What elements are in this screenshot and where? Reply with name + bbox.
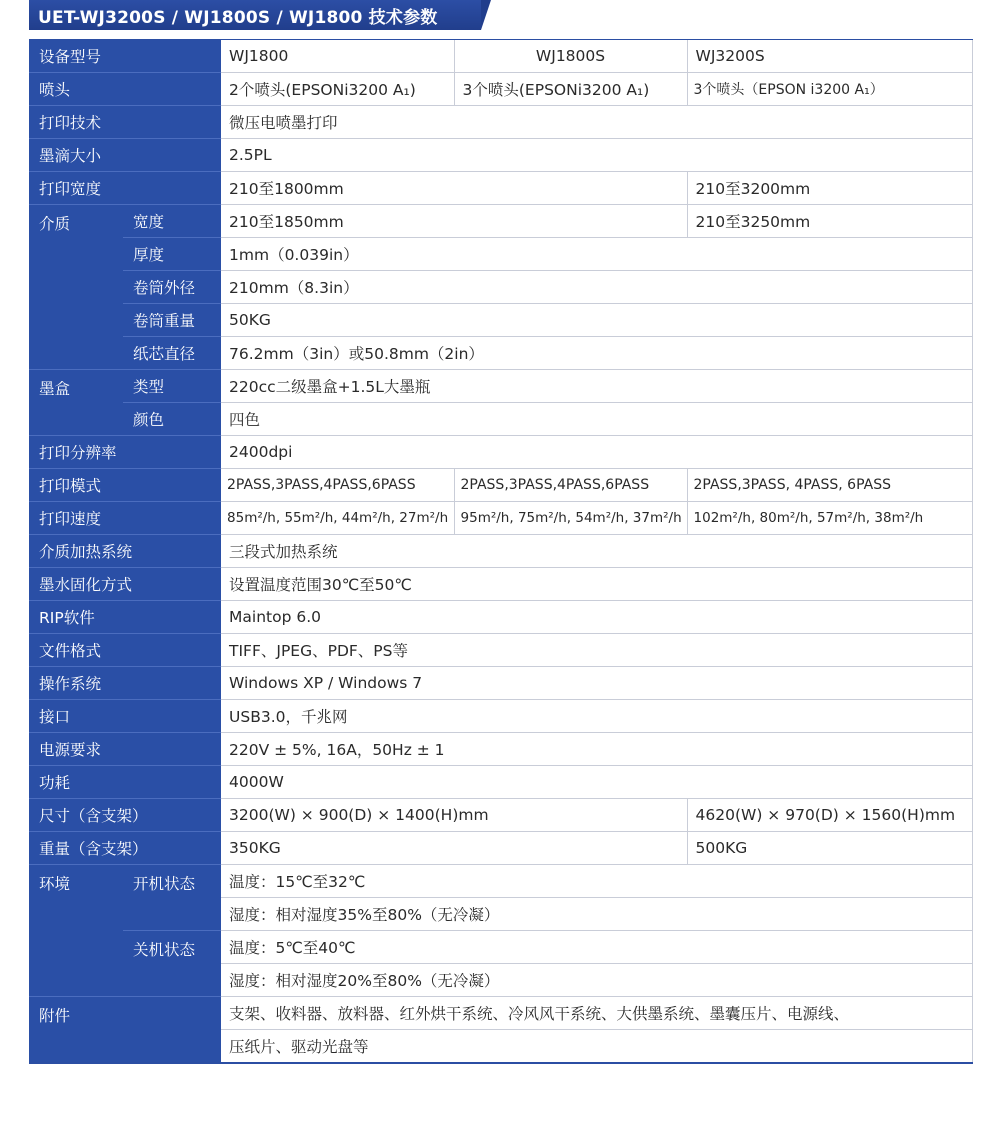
env-off-temp: 温度：5℃至40℃: [221, 931, 972, 964]
consumption-value: 4000W: [221, 766, 972, 799]
os-value: Windows XP / Windows 7: [221, 667, 972, 700]
row-label-media: 介质: [29, 205, 123, 370]
ink-color-value: 四色: [221, 403, 972, 436]
table-row: [29, 73, 972, 106]
row-label-weight: 重量（含支架）: [29, 832, 221, 865]
mode-wj1800: 2PASS,3PASS,4PASS,6PASS: [221, 469, 454, 502]
interface-value: USB3.0，千兆网: [221, 700, 972, 733]
table-row: [29, 997, 972, 1030]
row-label-mode: 打印模式: [29, 469, 221, 502]
table-row: [29, 700, 972, 733]
row-label-nozzle: 喷头: [29, 73, 221, 106]
heating-value: 三段式加热系统: [221, 535, 972, 568]
speed-wj1800s: 95m²/h, 75m²/h, 54m²/h, 37m²/h: [454, 502, 687, 535]
thickness-value: 1mm（0.039in）: [221, 238, 972, 271]
env-on-temp: 温度：15℃至32℃: [221, 865, 972, 898]
table-row: [29, 238, 972, 271]
table-row: [29, 139, 972, 172]
size-wj1800: 3200(W) × 900(D) × 1400(H)mm: [221, 799, 687, 832]
weight-wj1800: 350KG: [221, 832, 687, 865]
nozzle-wj1800: 2个喷头(EPSONi3200 A₁): [221, 73, 454, 106]
table-row: [29, 40, 972, 73]
env-off-humidity: 湿度：相对湿度20%至80%（无冷凝）: [221, 964, 972, 997]
speed-wj1800: 85m²/h, 55m²/h, 44m²/h, 27m²/h: [221, 502, 454, 535]
speed-wj3200s: 102m²/h, 80m²/h, 57m²/h, 38m²/h: [687, 502, 972, 535]
sub-label-media-width: 宽度: [123, 205, 221, 238]
row-label-environment: 环境: [29, 865, 123, 997]
mode-wj1800s: 2PASS,3PASS,4PASS,6PASS: [454, 469, 687, 502]
row-label-speed: 打印速度: [29, 502, 221, 535]
table-row: [29, 634, 972, 667]
table-row: [29, 469, 972, 502]
sub-label-power-off: 关机状态: [123, 931, 221, 997]
table-row: [29, 535, 972, 568]
droplet-value: 2.5PL: [221, 139, 972, 172]
mode-wj3200s: 2PASS,3PASS, 4PASS, 6PASS: [687, 469, 972, 502]
curing-value: 设置温度范围30℃至50℃: [221, 568, 972, 601]
print-width-wj1800: 210至1800mm: [221, 172, 687, 205]
table-row: [29, 172, 972, 205]
model-wj1800: WJ1800: [221, 40, 454, 73]
row-label-format: 文件格式: [29, 634, 221, 667]
sub-label-power-on: 开机状态: [123, 865, 221, 931]
model-wj1800s: WJ1800S: [454, 40, 687, 73]
row-label-power: 电源要求: [29, 733, 221, 766]
row-label-heating: 介质加热系统: [29, 535, 221, 568]
row-label-resolution: 打印分辨率: [29, 436, 221, 469]
media-width-wj3200s: 210至3250mm: [687, 205, 972, 238]
roll-diameter-value: 210mm（8.3in）: [221, 271, 972, 304]
table-row: [29, 766, 972, 799]
row-label-size: 尺寸（含支架）: [29, 799, 221, 832]
row-label-ink: 墨盒: [29, 370, 123, 436]
table-row: [29, 931, 972, 964]
ink-type-value: 220cc二级墨盒+1.5L大墨瓶: [221, 370, 972, 403]
table-row: [29, 106, 972, 139]
table-row: [29, 568, 972, 601]
env-on-humidity: 湿度：相对湿度35%至80%（无冷凝）: [221, 898, 972, 931]
row-label-model: 设备型号: [29, 40, 221, 73]
sub-label-roll-diameter: 卷筒外径: [123, 271, 221, 304]
table-row: [29, 403, 972, 436]
tech-value: 微压电喷墨打印: [221, 106, 972, 139]
roll-weight-value: 50KG: [221, 304, 972, 337]
table-row: [29, 304, 972, 337]
accessories-line-1: 支架、收料器、放料器、红外烘干系统、冷风风干系统、大供墨系统、墨囊压片、电源线、: [221, 997, 972, 1030]
format-value: TIFF、JPEG、PDF、PS等: [221, 634, 972, 667]
size-wj3200s: 4620(W) × 970(D) × 1560(H)mm: [687, 799, 972, 832]
table-row: [29, 733, 972, 766]
print-width-wj3200s: 210至3200mm: [687, 172, 972, 205]
model-wj3200s: WJ3200S: [687, 40, 972, 73]
row-label-tech: 打印技术: [29, 106, 221, 139]
table-row: [29, 502, 972, 535]
core-diameter-value: 76.2mm（3in）或50.8mm（2in）: [221, 337, 972, 370]
accessories-line-2: 压纸片、驱动光盘等: [221, 1030, 972, 1063]
table-row: [29, 865, 972, 898]
page-title: UET-WJ3200S / WJ1800S / WJ1800 技术参数: [29, 0, 481, 30]
power-value: 220V ± 5%, 16A，50Hz ± 1: [221, 733, 972, 766]
row-label-os: 操作系统: [29, 667, 221, 700]
media-width-wj1800: 210至1850mm: [221, 205, 687, 238]
sub-label-core-diameter: 纸芯直径: [123, 337, 221, 370]
spec-table: [29, 39, 973, 1064]
table-row: [29, 436, 972, 469]
table-row: [29, 601, 972, 634]
table-row: [29, 799, 972, 832]
resolution-value: 2400dpi: [221, 436, 972, 469]
table-row: [29, 337, 972, 370]
sub-label-roll-weight: 卷筒重量: [123, 304, 221, 337]
table-row: [29, 667, 972, 700]
table-row: [29, 832, 972, 865]
sub-label-ink-color: 颜色: [123, 403, 221, 436]
weight-wj3200s: 500KG: [687, 832, 972, 865]
row-label-interface: 接口: [29, 700, 221, 733]
row-label-droplet: 墨滴大小: [29, 139, 221, 172]
sub-label-ink-type: 类型: [123, 370, 221, 403]
row-label-accessories: 附件: [29, 997, 221, 1063]
sub-label-thickness: 厚度: [123, 238, 221, 271]
row-label-curing: 墨水固化方式: [29, 568, 221, 601]
row-label-rip: RIP软件: [29, 601, 221, 634]
table-row: [29, 205, 972, 238]
row-label-print-width: 打印宽度: [29, 172, 221, 205]
table-row: [29, 370, 972, 403]
table-row: [29, 271, 972, 304]
rip-value: Maintop 6.0: [221, 601, 972, 634]
row-label-consumption: 功耗: [29, 766, 221, 799]
nozzle-wj1800s: 3个喷头(EPSONi3200 A₁): [454, 73, 687, 106]
nozzle-wj3200s: 3个喷头（EPSON i3200 A₁）: [687, 73, 972, 106]
